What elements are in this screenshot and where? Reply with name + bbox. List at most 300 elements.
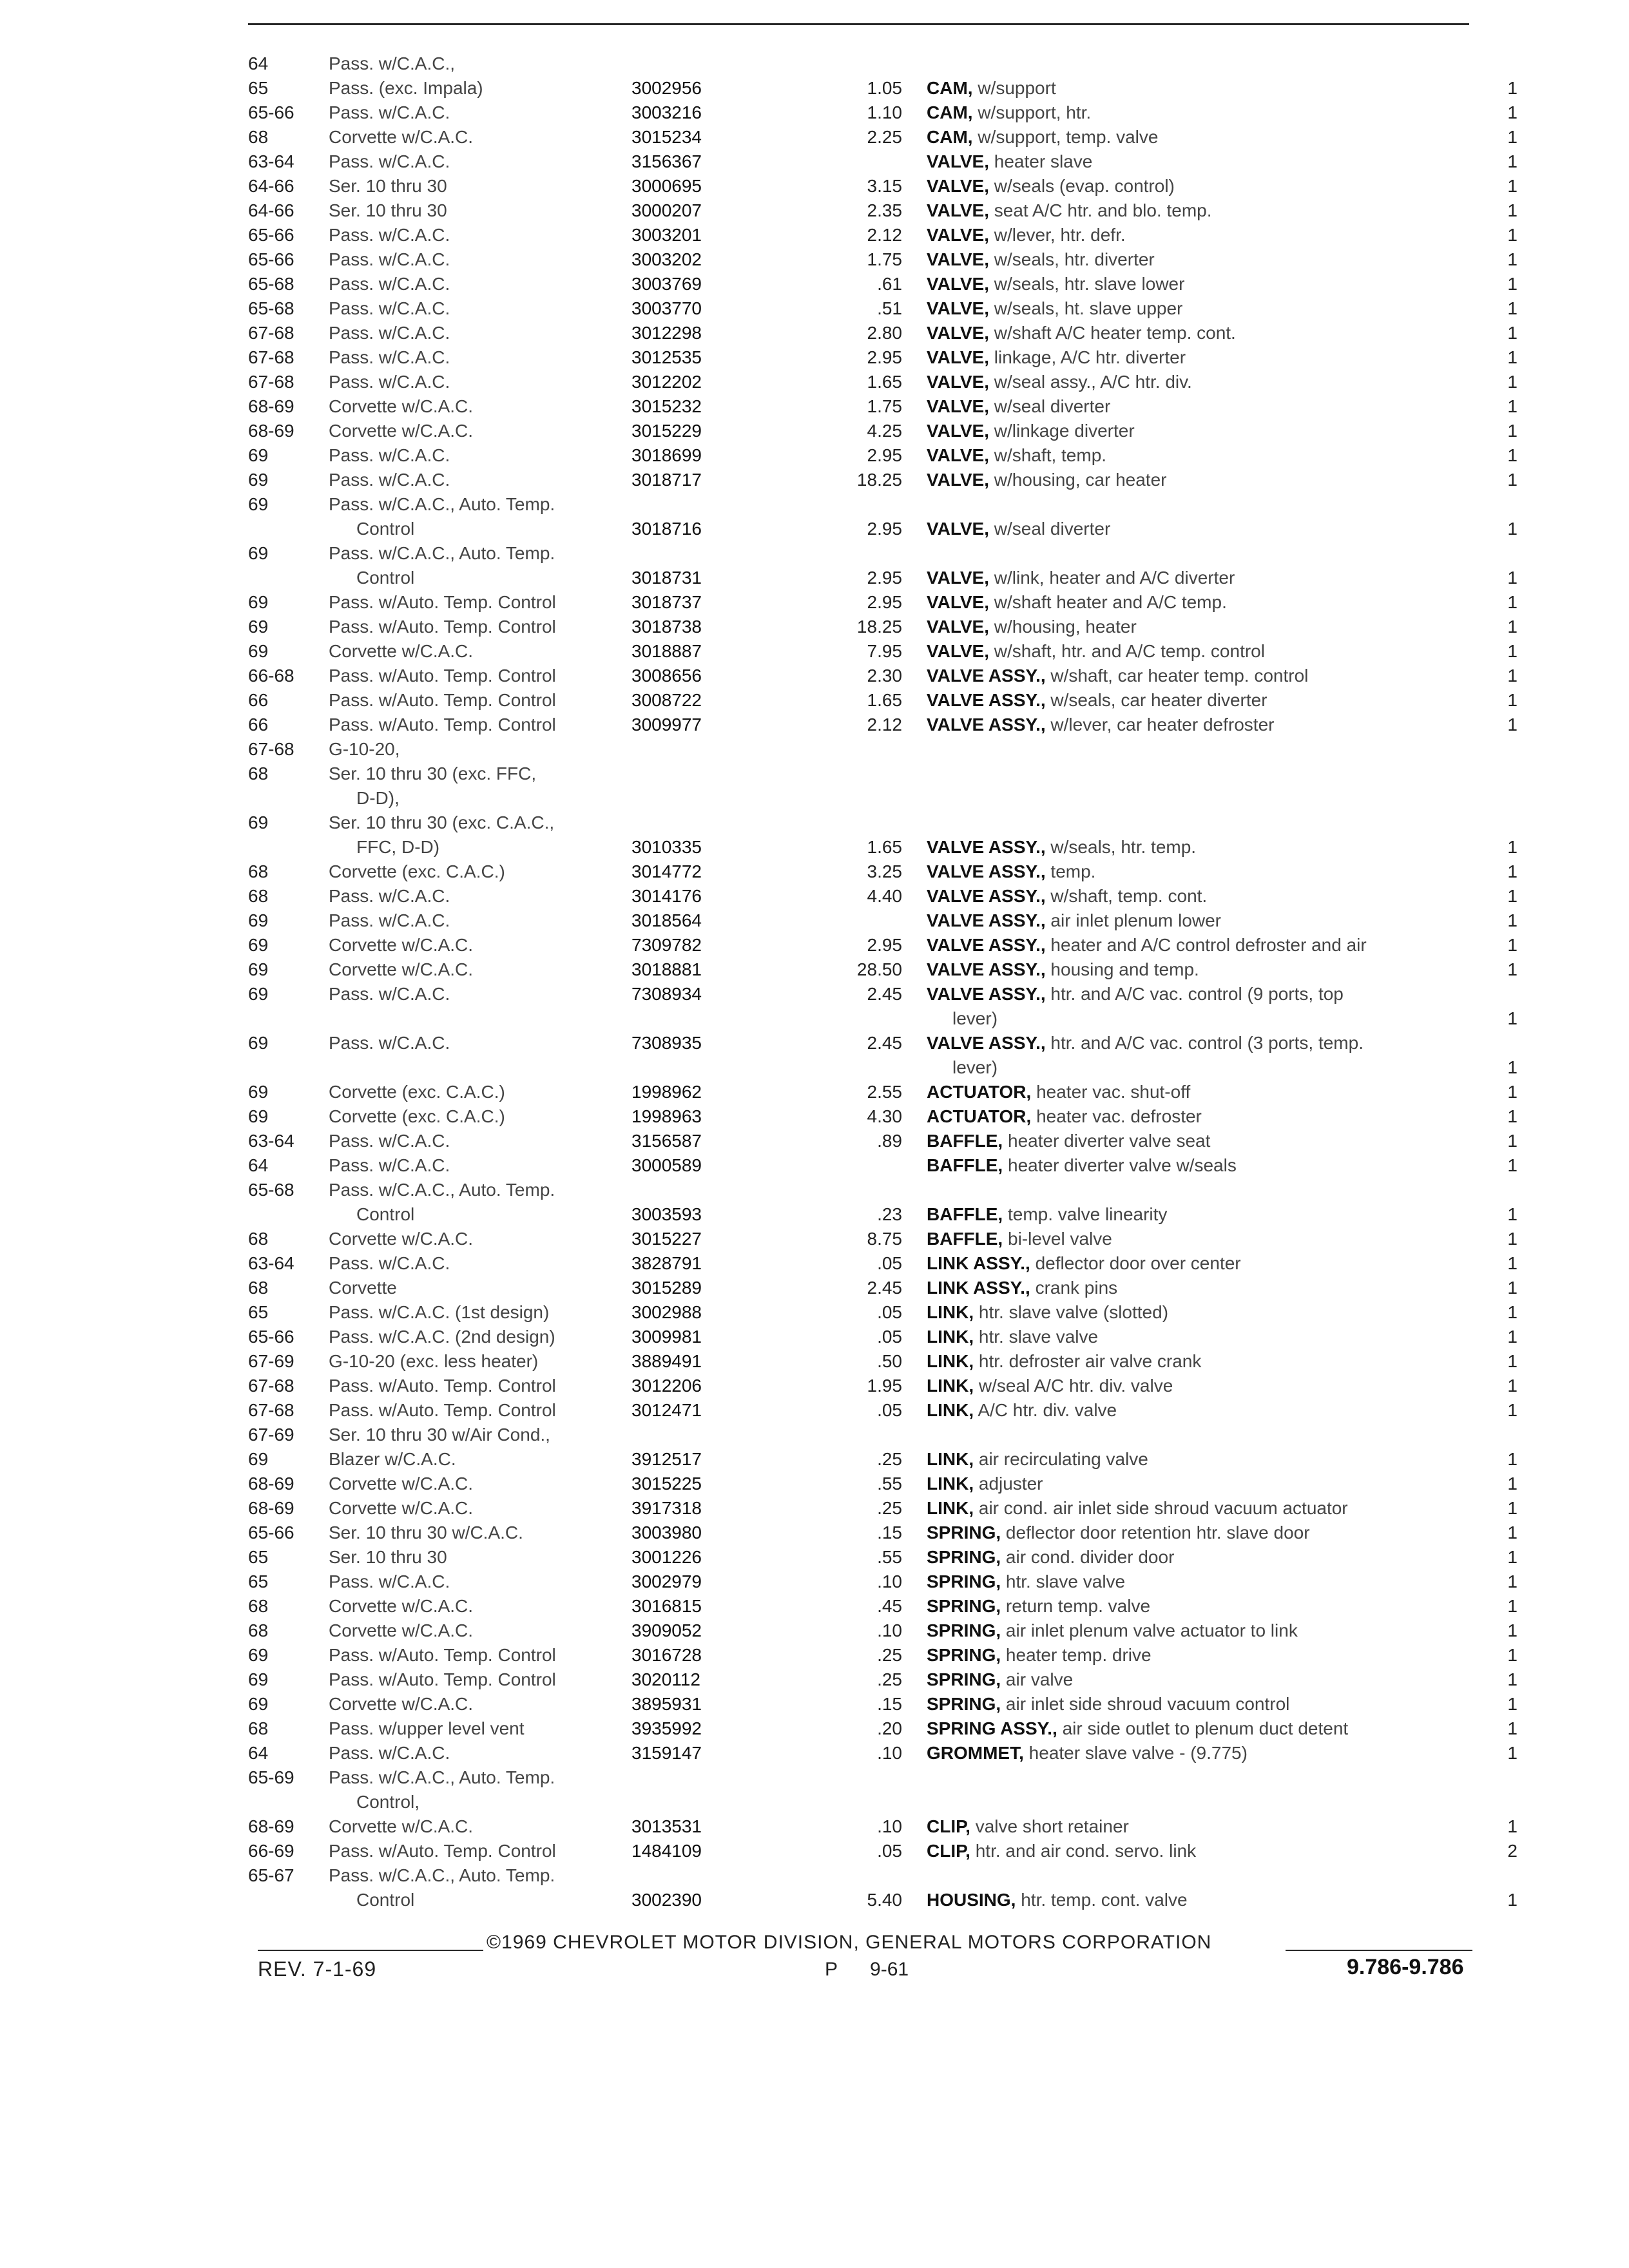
part-description-text: seat A/C htr. and blo. temp. (994, 200, 1212, 220)
quantity: 1 (1507, 1106, 1518, 1126)
model-year: 69 (248, 1449, 269, 1469)
part-number: 3003202 (631, 249, 702, 269)
part-description (927, 272, 1481, 296)
table-row (248, 443, 1518, 468)
price: 1.65 (867, 372, 902, 392)
model-year: 69 (248, 617, 269, 637)
part-number: 3012471 (631, 1400, 702, 1420)
part-name: LINK, (927, 1498, 974, 1518)
part-description-text: air side outlet to plenum duct detent (1062, 1718, 1349, 1738)
model-year: 69 (248, 1106, 269, 1126)
footer-rule-left (258, 1950, 483, 1951)
part-description-text: w/seals, car heater diverter (1050, 690, 1268, 710)
part-description-text: temp. (1050, 861, 1096, 881)
part-description-text: heater vac. shut-off (1036, 1082, 1191, 1102)
table-row (248, 1472, 1518, 1496)
model-year: 69 (248, 470, 269, 490)
part-description-text: air cond. air inlet side shroud vacuum actuator (978, 1498, 1348, 1518)
price: .25 (877, 1645, 902, 1665)
part-name: VALVE, (927, 470, 989, 490)
table-row (248, 762, 1511, 786)
part-description-text: w/seals, htr. slave lower (994, 274, 1185, 294)
price: 4.40 (867, 886, 902, 906)
table-row (248, 1447, 1518, 1472)
quantity: 1 (1507, 1449, 1518, 1469)
part-description (927, 1888, 1481, 1912)
part-number: 3009981 (631, 1327, 702, 1347)
table-row (248, 272, 1518, 296)
model-application: G-10-20 (exc. less heater) (329, 1351, 539, 1371)
part-name: VALVE ASSY., (927, 886, 1046, 906)
table-row (248, 198, 1518, 223)
quantity: 1 (1507, 1890, 1518, 1910)
part-name: VALVE, (927, 568, 989, 588)
part-description-text: w/shaft, car heater temp. control (1050, 666, 1309, 686)
model-application: Ser. 10 thru 30 (exc. C.A.C., (329, 812, 555, 832)
model-year: 66 (248, 715, 269, 735)
part-description-text: heater vac. defroster (1036, 1106, 1202, 1126)
part-number: 1484109 (631, 1841, 702, 1861)
table-row (248, 835, 1518, 860)
quantity: 1 (1507, 1229, 1518, 1249)
part-description-text: htr. and A/C vac. control (9 ports, top (1050, 984, 1344, 1004)
price: .10 (877, 1743, 902, 1763)
model-application: Pass. w/C.A.C. (329, 347, 450, 367)
part-description (952, 1006, 1507, 1031)
quantity: 1 (1507, 127, 1518, 147)
table-row (248, 370, 1518, 394)
part-description-text: htr. temp. cont. valve (1021, 1890, 1188, 1910)
part-name: VALVE, (927, 421, 989, 441)
part-number: 3917318 (631, 1498, 702, 1518)
part-description-text: air cond. divider door (1005, 1547, 1175, 1567)
part-number: 3000589 (631, 1155, 702, 1175)
quantity: 1 (1507, 592, 1518, 612)
quantity: 1 (1507, 1082, 1518, 1102)
part-description-text: crank pins (1035, 1278, 1118, 1298)
part-description (927, 1716, 1481, 1741)
part-name: VALVE, (927, 347, 989, 367)
table-row (248, 1619, 1518, 1643)
part-number: 7308934 (631, 984, 702, 1004)
part-name: ACTUATOR, (927, 1106, 1032, 1126)
price: .15 (877, 1523, 902, 1542)
part-name: BAFFLE, (927, 1155, 1003, 1175)
part-description (927, 1570, 1481, 1594)
model-application: Pass. w/Auto. Temp. Control (329, 1400, 556, 1420)
price: 1.05 (867, 78, 902, 98)
price: 2.45 (867, 1278, 902, 1298)
quantity: 1 (1507, 837, 1518, 857)
quantity: 1 (1507, 1669, 1518, 1689)
model-year: 65 (248, 1571, 269, 1591)
part-name: CLIP, (927, 1816, 970, 1836)
model-year: 64 (248, 53, 269, 73)
model-application: Pass. w/C.A.C. (329, 1743, 450, 1763)
table-row (248, 1839, 1518, 1863)
part-description (927, 101, 1481, 125)
model-year: 67-68 (248, 372, 294, 392)
quantity: 1 (1507, 910, 1518, 930)
quantity: 1 (1507, 861, 1518, 881)
part-description (927, 1398, 1481, 1423)
part-name: SPRING, (927, 1547, 1001, 1567)
model-year: 69 (248, 1645, 269, 1665)
table-row (248, 52, 1511, 76)
quantity: 2 (1507, 1841, 1518, 1861)
model-application: Ser. 10 thru 30 w/Air Cond., (329, 1425, 550, 1445)
model-application: Corvette w/C.A.C. (329, 959, 474, 979)
price: .25 (877, 1669, 902, 1689)
quantity: 1 (1507, 1498, 1518, 1518)
part-description (927, 198, 1481, 223)
table-row (248, 1325, 1518, 1349)
part-description-text: heater slave (994, 151, 1093, 171)
model-application: Corvette w/C.A.C. (329, 396, 474, 416)
model-application: Corvette w/C.A.C. (329, 1229, 474, 1249)
part-number: 3018737 (631, 592, 702, 612)
part-description (927, 370, 1481, 394)
part-description-text: air inlet plenum lower (1050, 910, 1221, 930)
model-application: Pass. w/C.A.C. (329, 151, 450, 171)
price: 1.65 (867, 690, 902, 710)
part-description-text: w/seal diverter (994, 396, 1111, 416)
part-name: VALVE ASSY., (927, 984, 1046, 1004)
price: 7.95 (867, 641, 902, 661)
part-name: VALVE ASSY., (927, 1033, 1046, 1053)
section-number: 9.786-9.786 (1347, 1955, 1464, 1979)
part-description-text: w/seals, htr. temp. (1050, 837, 1197, 857)
quantity: 1 (1507, 1523, 1518, 1542)
table-row (248, 933, 1518, 957)
part-name: VALVE ASSY., (927, 959, 1046, 979)
quantity: 1 (1507, 1302, 1518, 1322)
part-description (927, 664, 1481, 688)
model-year: 65-68 (248, 274, 294, 294)
model-year: 65 (248, 1302, 269, 1322)
part-number: 7308935 (631, 1033, 702, 1053)
table-row (248, 1080, 1518, 1104)
model-application: Pass. w/C.A.C., (329, 53, 456, 73)
model-year: 69 (248, 812, 269, 832)
part-description-text: heater slave valve - (9.775) (1028, 1743, 1248, 1763)
part-description-text: deflector door retention htr. slave door (1005, 1523, 1310, 1542)
table-row (248, 566, 1518, 590)
table-row (248, 786, 1511, 811)
model-year: 67-69 (248, 1351, 294, 1371)
part-description (927, 468, 1481, 492)
part-description (927, 296, 1481, 321)
part-number: 3009977 (631, 715, 702, 735)
part-description (927, 345, 1481, 370)
quantity: 1 (1507, 1057, 1518, 1077)
part-number: 3003593 (631, 1204, 702, 1224)
table-row (248, 1202, 1518, 1227)
table-row (248, 590, 1518, 615)
part-number: 3001226 (631, 1547, 702, 1567)
part-name: ACTUATOR, (927, 1082, 1032, 1102)
part-number: 3015229 (631, 421, 702, 441)
model-application: Ser. 10 thru 30 (329, 1547, 447, 1567)
model-year: 64 (248, 1155, 269, 1175)
part-number: 1998963 (631, 1106, 702, 1126)
price: 2.45 (867, 984, 902, 1004)
part-description (927, 174, 1481, 198)
part-description (927, 1300, 1481, 1325)
part-description (927, 590, 1481, 615)
price: 2.30 (867, 666, 902, 686)
model-application: Pass. (exc. Impala) (329, 78, 483, 98)
part-description-text: adjuster (978, 1474, 1043, 1494)
model-application: Pass. w/C.A.C., Auto. Temp. (329, 1865, 555, 1885)
part-description-text: heater diverter valve w/seals (1008, 1155, 1237, 1175)
price: .05 (877, 1400, 902, 1420)
quantity: 1 (1507, 372, 1518, 392)
part-name: VALVE, (927, 151, 989, 171)
table-row (248, 860, 1518, 884)
model-application: Pass. w/Auto. Temp. Control (329, 666, 556, 686)
model-year: 65-69 (248, 1767, 294, 1787)
part-name: VALVE, (927, 592, 989, 612)
price: 2.35 (867, 200, 902, 220)
model-year: 63-64 (248, 151, 294, 171)
table-row (248, 345, 1518, 370)
quantity: 1 (1507, 1474, 1518, 1494)
part-name: VALVE ASSY., (927, 861, 1046, 881)
price: 2.95 (867, 592, 902, 612)
part-name: LINK, (927, 1351, 974, 1371)
model-application: Control, (356, 1792, 420, 1812)
price: 2.55 (867, 1082, 902, 1102)
model-year: 69 (248, 641, 269, 661)
part-description-text: air valve (1005, 1669, 1074, 1689)
price: 2.80 (867, 323, 902, 343)
part-description-text: htr. slave valve (1005, 1571, 1126, 1591)
price: .15 (877, 1694, 902, 1714)
quantity: 1 (1507, 1008, 1518, 1028)
part-number: 1998962 (631, 1082, 702, 1102)
model-application: Ser. 10 thru 30 (329, 176, 447, 196)
price: .20 (877, 1718, 902, 1738)
model-application: Pass. w/C.A.C., Auto. Temp. (329, 1180, 555, 1200)
model-year: 69 (248, 984, 269, 1004)
quantity: 1 (1507, 1278, 1518, 1298)
part-description-text: heater temp. drive (1005, 1645, 1152, 1665)
price: .51 (877, 298, 902, 318)
part-name: LINK, (927, 1376, 974, 1396)
model-year: 65-67 (248, 1865, 294, 1885)
price: 2.12 (867, 715, 902, 735)
part-description (927, 1374, 1481, 1398)
model-application: Pass. w/C.A.C. (329, 910, 450, 930)
price: .05 (877, 1253, 902, 1273)
part-description (927, 149, 1481, 174)
table-row (248, 1276, 1518, 1300)
part-name: VALVE ASSY., (927, 910, 1046, 930)
table-row (248, 1790, 1511, 1814)
part-description-text: lever) (952, 1057, 998, 1077)
model-year: 69 (248, 592, 269, 612)
model-application: Corvette w/C.A.C. (329, 1694, 474, 1714)
part-number: 3003201 (631, 225, 702, 245)
model-application: Corvette w/C.A.C. (329, 641, 474, 661)
model-application: Corvette (exc. C.A.C.) (329, 1082, 505, 1102)
model-year: 68 (248, 1596, 269, 1616)
model-year: 67-68 (248, 1376, 294, 1396)
model-application: Pass. w/C.A.C. (329, 1131, 450, 1151)
part-number: 3889491 (631, 1351, 702, 1371)
model-application: Pass. w/Auto. Temp. Control (329, 715, 556, 735)
model-application: Control (356, 568, 415, 588)
table-row (248, 223, 1518, 247)
model-application: Pass. w/Auto. Temp. Control (329, 617, 556, 637)
quantity: 1 (1507, 690, 1518, 710)
table-row (248, 1251, 1518, 1276)
part-name: VALVE, (927, 396, 989, 416)
part-name: CAM, (927, 78, 973, 98)
part-description (927, 1447, 1481, 1472)
part-number: 3935992 (631, 1718, 702, 1738)
price: 1.65 (867, 837, 902, 857)
part-number: 3003769 (631, 274, 702, 294)
part-number: 3156367 (631, 151, 702, 171)
part-description (927, 1031, 1481, 1055)
part-description-text: return temp. valve (1005, 1596, 1151, 1616)
model-year: 68 (248, 1278, 269, 1298)
part-description-text: w/lever, htr. defr. (994, 225, 1126, 245)
model-year: 65-68 (248, 298, 294, 318)
model-application: Pass. w/C.A.C. (329, 372, 450, 392)
model-application: FFC, D-D) (356, 837, 440, 857)
table-row (248, 737, 1511, 762)
part-description (927, 933, 1481, 957)
quantity: 1 (1507, 568, 1518, 588)
part-number: 3012535 (631, 347, 702, 367)
part-number: 3015225 (631, 1474, 702, 1494)
model-year: 68-69 (248, 1816, 294, 1836)
part-description (927, 1643, 1481, 1667)
price: .05 (877, 1302, 902, 1322)
part-description (927, 639, 1481, 664)
part-number: 3018738 (631, 617, 702, 637)
part-description-text: w/seals (evap. control) (994, 176, 1175, 196)
part-number: 3015234 (631, 127, 702, 147)
quantity: 1 (1507, 102, 1518, 122)
model-year: 65-66 (248, 1523, 294, 1542)
quantity: 1 (1507, 617, 1518, 637)
part-name: LINK ASSY., (927, 1253, 1030, 1273)
quantity: 1 (1507, 323, 1518, 343)
table-row (248, 76, 1518, 101)
part-description-text: w/housing, heater (994, 617, 1137, 637)
quantity: 1 (1507, 347, 1518, 367)
quantity: 1 (1507, 1620, 1518, 1640)
model-year: 64-66 (248, 200, 294, 220)
part-description-text: air inlet plenum valve actuator to link (1005, 1620, 1298, 1640)
table-row (248, 664, 1518, 688)
model-application: Pass. w/C.A.C., Auto. Temp. (329, 1767, 555, 1787)
model-year: 64 (248, 1743, 269, 1763)
model-year: 65-66 (248, 1327, 294, 1347)
part-name: VALVE ASSY., (927, 690, 1046, 710)
quantity: 1 (1507, 935, 1518, 955)
price: 1.75 (867, 249, 902, 269)
part-name: VALVE, (927, 200, 989, 220)
part-description-text: w/support (978, 78, 1056, 98)
model-application: Pass. w/C.A.C., Auto. Temp. (329, 543, 555, 563)
part-name: VALVE, (927, 176, 989, 196)
quantity: 1 (1507, 1547, 1518, 1567)
table-row (248, 1643, 1518, 1667)
model-application: Control (356, 519, 415, 539)
price: 2.95 (867, 347, 902, 367)
table-row (248, 1863, 1511, 1888)
table-row (248, 1888, 1518, 1912)
part-name: VALVE ASSY., (927, 837, 1046, 857)
part-name: SPRING, (927, 1669, 1001, 1689)
model-year: 65-66 (248, 249, 294, 269)
quantity: 1 (1507, 225, 1518, 245)
part-description-text: w/shaft, htr. and A/C temp. control (994, 641, 1265, 661)
model-application: Pass. w/C.A.C. (2nd design) (329, 1327, 555, 1347)
part-name: BAFFLE, (927, 1131, 1003, 1151)
part-name: VALVE, (927, 274, 989, 294)
part-name: CAM, (927, 127, 973, 147)
quantity: 1 (1507, 715, 1518, 735)
table-row (248, 884, 1518, 908)
part-name: VALVE ASSY., (927, 666, 1046, 686)
part-number: 3828791 (631, 1253, 702, 1273)
part-number: 3018881 (631, 959, 702, 979)
table-row (248, 1129, 1518, 1153)
quantity: 1 (1507, 666, 1518, 686)
quantity: 1 (1507, 641, 1518, 661)
price: .45 (877, 1596, 902, 1616)
part-description-text: w/shaft A/C heater temp. cont. (994, 323, 1236, 343)
part-number: 3010335 (631, 837, 702, 857)
quantity: 1 (1507, 396, 1518, 416)
model-year: 69 (248, 935, 269, 955)
part-name: LINK, (927, 1302, 974, 1322)
model-application: Pass. w/Auto. Temp. Control (329, 690, 556, 710)
part-name: LINK, (927, 1449, 974, 1469)
table-row (248, 1496, 1518, 1521)
part-number: 3008722 (631, 690, 702, 710)
part-description-text: htr. and air cond. servo. link (975, 1841, 1197, 1861)
part-description-text: w/seals, ht. slave upper (994, 298, 1183, 318)
price: .10 (877, 1620, 902, 1640)
table-row (248, 1178, 1511, 1202)
part-number: 7309782 (631, 935, 702, 955)
part-description-text: htr. slave valve (978, 1327, 1099, 1347)
table-row (248, 394, 1518, 419)
table-row (248, 1227, 1518, 1251)
part-name: VALVE, (927, 519, 989, 539)
model-year: 69 (248, 910, 269, 930)
model-year: 64-66 (248, 176, 294, 196)
part-number: 3018699 (631, 445, 702, 465)
model-year: 67-68 (248, 347, 294, 367)
model-year: 67-68 (248, 1400, 294, 1420)
part-number: 3014176 (631, 886, 702, 906)
table-row (248, 296, 1518, 321)
model-year: 68 (248, 886, 269, 906)
table-row (248, 1814, 1518, 1839)
model-year: 68 (248, 861, 269, 881)
table-row (248, 1374, 1518, 1398)
part-description-text: heater diverter valve seat (1008, 1131, 1211, 1151)
quantity: 1 (1507, 176, 1518, 196)
